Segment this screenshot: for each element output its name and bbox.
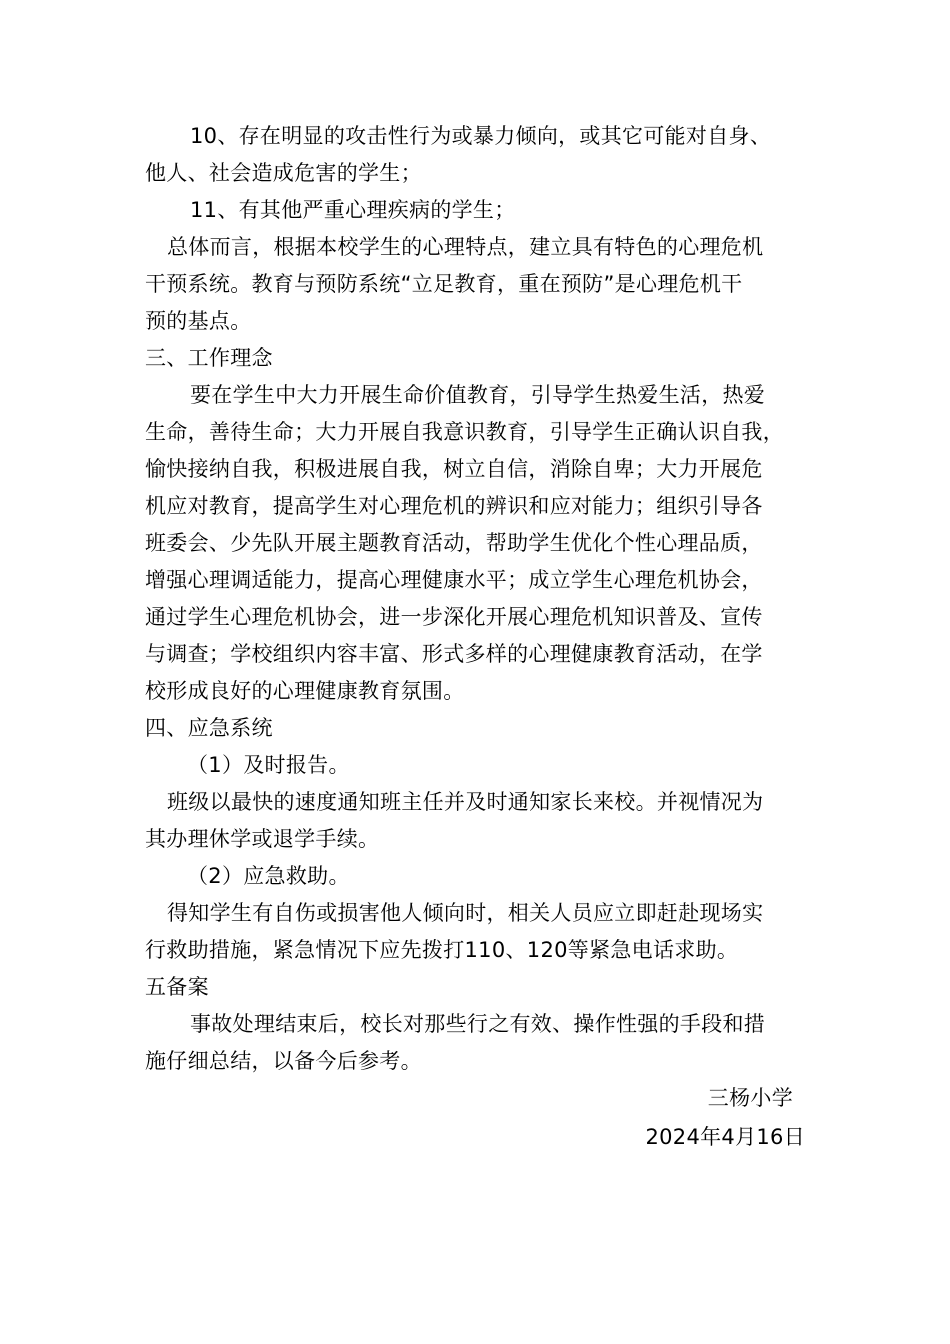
- subsection-heading: （1）及时报告。: [187, 753, 350, 777]
- text-line: 总体而言，根据本校学生的心理特点，建立具有特色的心理危机: [167, 235, 764, 259]
- text-line: 与调查；学校组织内容丰富、形式多样的心理健康教育活动，在学: [145, 642, 763, 666]
- signature-school: 三杨小学: [707, 1086, 793, 1110]
- text-line: 他人、社会造成危害的学生；: [145, 161, 422, 185]
- text-line: 11、有其他严重心理疾病的学生；: [190, 198, 516, 222]
- text-line: 班委会、少先队开展主题教育活动，帮助学生优化个性心理品质，: [145, 531, 763, 555]
- section-heading: 四、应急系统: [145, 716, 273, 740]
- text-line: 事故处理结束后，校长对那些行之有效、操作性强的手段和措: [190, 1012, 766, 1036]
- text-line: 班级以最快的速度通知班主任并及时通知家长来校。并视情况为: [167, 790, 764, 814]
- subsection-heading: （2）应急救助。: [187, 864, 350, 888]
- section-heading: 五备案: [145, 975, 209, 999]
- text-line: 愉快接纳自我，积极进展自我，树立自信，消除自卑；大力开展危: [145, 457, 763, 481]
- text-line: 干预系统。教育与预防系统“立足教育，重在预防”是心理危机干: [145, 272, 743, 296]
- text-line: 要在学生中大力开展生命价值教育，引导学生热爱生活，热爱: [190, 383, 766, 407]
- text-line: 校形成良好的心理健康教育氛围。: [145, 679, 465, 703]
- text-line: 机应对教育，提高学生对心理危机的辨识和应对能力；组织引导各: [145, 494, 763, 518]
- text-line: 通过学生心理危机协会，进一步深化开展心理危机知识普及、宣传: [145, 605, 763, 629]
- section-heading: 三、工作理念: [145, 346, 273, 370]
- text-line: 生命，善待生命；大力开展自我意识教育，引导学生正确认识自我，: [145, 420, 784, 444]
- text-line: 预的基点。: [145, 309, 252, 333]
- text-line: 10、存在明显的攻击性行为或暴力倾向，或其它可能对自身、: [190, 124, 772, 148]
- signature-date: 2024年4月16日: [645, 1125, 805, 1149]
- text-line: 增强心理调适能力，提高心理健康水平；成立学生心理危机协会，: [145, 568, 763, 592]
- text-line: 得知学生有自伤或损害他人倾向时，相关人员应立即赶赴现场实: [167, 901, 764, 925]
- text-line: 施仔细总结，以备今后参考。: [145, 1049, 422, 1073]
- text-line: 行救助措施，紧急情况下应先拨打110、120等紧急电话求助。: [145, 938, 739, 962]
- text-line: 其办理休学或退学手续。: [145, 827, 380, 851]
